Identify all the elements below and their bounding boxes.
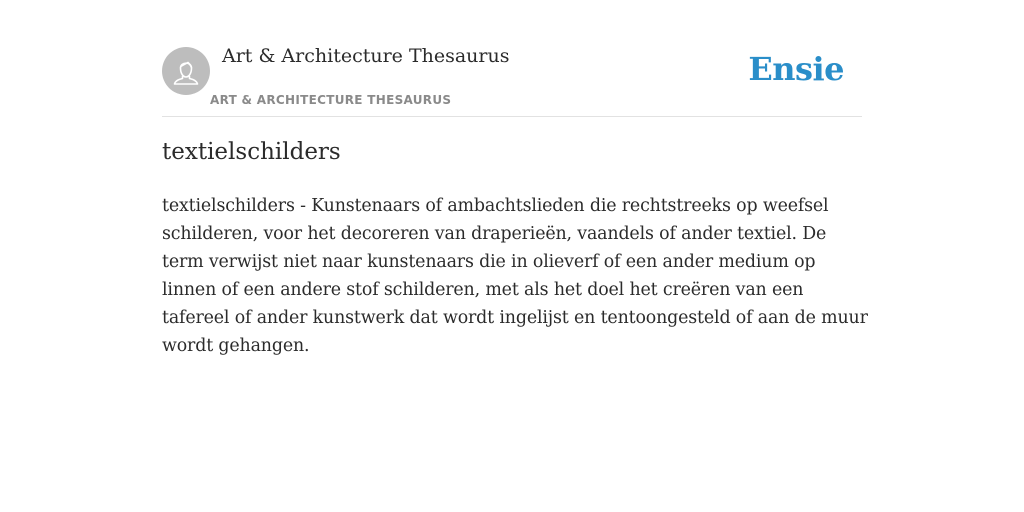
- source-label[interactable]: ART & ARCHITECTURE THESAURUS: [210, 93, 452, 107]
- page-title: textielschilders: [162, 139, 341, 165]
- ensie-logo[interactable]: Ensie: [748, 50, 844, 88]
- author-avatar[interactable]: [162, 47, 210, 95]
- author-name[interactable]: Art & Architecture Thesaurus: [222, 45, 510, 67]
- user-avatar-icon: [162, 47, 210, 95]
- article-header: [162, 0, 862, 117]
- article-body: textielschilders - Kunstenaars of ambachtslieden die rechtstreeks op weefsel schilderen, voor het decoreren van draperieën, vaandels of ander textiel. De term verwijst niet naar kunstenaars die in olieverf of een ander medium op linnen of een andere stof schilderen, met als het doel het creëren van een tafereel of ander kunstwerk dat wordt ingelijst en tentoongesteld of aan de muur wordt gehangen.: [162, 196, 868, 356]
